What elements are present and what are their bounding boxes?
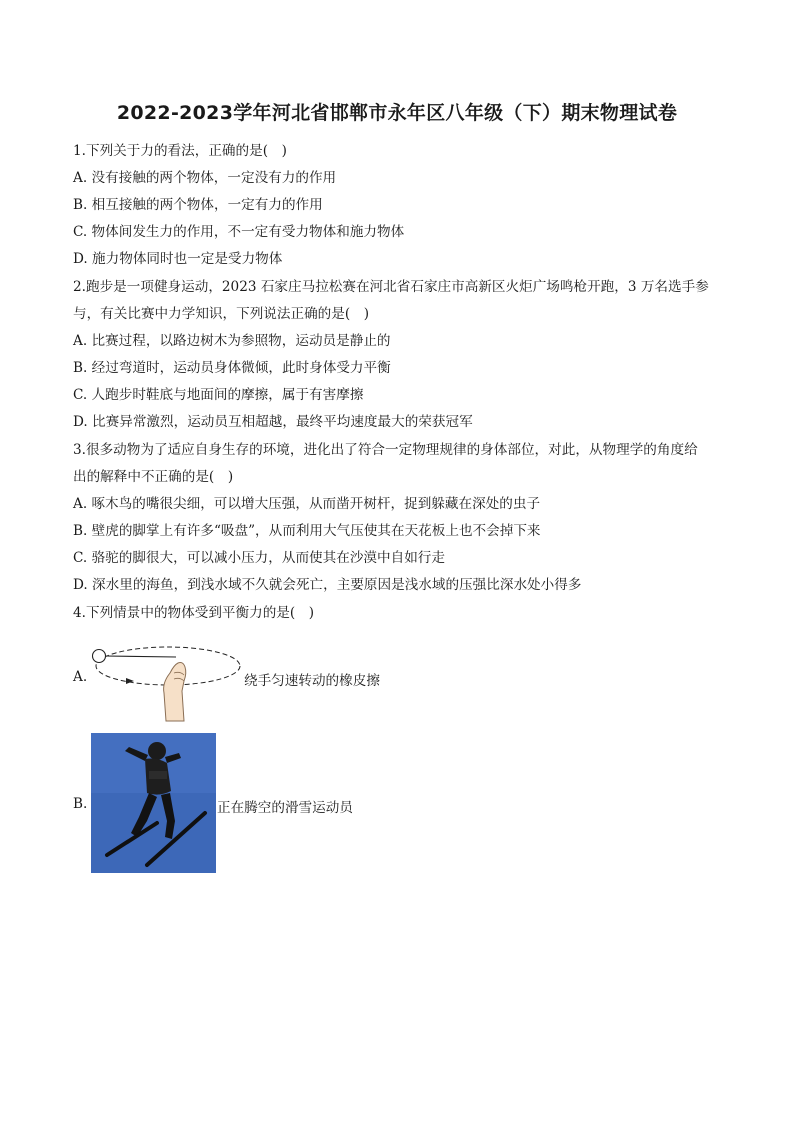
eraser-circle (93, 650, 106, 663)
question-4-option-b-caption: 正在腾空的滑雪运动员 (217, 800, 353, 816)
question-3-stem-line-2: 出的解释中不正确的是( ) (73, 469, 234, 485)
skier-photo (91, 733, 216, 873)
string-line (105, 656, 176, 657)
question-1-option-a: A. 没有接触的两个物体，一定没有力的作用 (73, 170, 337, 186)
question-3-option-b: B. 壁虎的脚掌上有许多“吸盘”，从而利用大气压使其在天花板上也不会掉下来 (73, 523, 541, 539)
question-1-option-d: D. 施力物体同时也一定是受力物体 (73, 251, 283, 267)
question-2-option-d: D. 比赛异常激烈，运动员互相超越，最终平均速度最大的荣获冠军 (73, 414, 473, 430)
question-4-stem: 4.下列情景中的物体受到平衡力的是( ) (73, 605, 315, 621)
question-4-option-a-label: A. (73, 669, 88, 685)
question-2-stem-line-1: 2.跑步是一项健身运动，2023 石家庄马拉松赛在河北省石家庄市高新区火炬广场鸣枪开跑，3 万名选手参 (73, 279, 709, 295)
question-2-option-b: B. 经过弯道时，运动员身体微倾，此时身体受力平衡 (73, 360, 391, 376)
question-2-option-a: A. 比赛过程，以路边树木为参照物，运动员是静止的 (73, 333, 391, 349)
question-3-option-d: D. 深水里的海鱼，到浅水域不久就会死亡，主要原因是浅水域的压强比深水处小得多 (73, 577, 582, 593)
question-2-stem-line-2: 与，有关比赛中力学知识，下列说法正确的是( ) (73, 306, 370, 322)
question-3-stem-line-1: 3.很多动物为了适应自身生存的环境，进化出了符合一定物理规律的身体部位，对此，从物理学的角度给 (73, 442, 698, 458)
skier-figure-icon (91, 733, 216, 873)
direction-arrow-icon (126, 678, 134, 684)
question-1-option-c: C. 物体间发生力的作用，不一定有受力物体和施力物体 (73, 224, 405, 240)
question-3-option-c: C. 骆驼的脚很大，可以减小压力，从而使其在沙漠中自如行走 (73, 550, 445, 566)
page-title: 2022-2023学年河北省邯郸市永年区八年级（下）期末物理试卷 (116, 102, 678, 124)
hand-icon (164, 663, 186, 722)
question-4-option-a-caption: 绕手匀速转动的橡皮擦 (244, 673, 380, 689)
question-2-option-c: C. 人跑步时鞋底与地面间的摩擦，属于有害摩擦 (73, 387, 364, 403)
rotating-eraser-diagram (86, 643, 246, 723)
question-4-option-b-label: B. (73, 796, 88, 812)
question-1-option-b: B. 相互接触的两个物体，一定有力的作用 (73, 197, 323, 213)
question-3-option-a: A. 啄木鸟的嘴很尖细，可以增大压强，从而凿开树杆，捉到躲藏在深处的虫子 (73, 496, 541, 512)
question-1-stem: 1.下列关于力的看法，正确的是( ) (73, 143, 287, 159)
